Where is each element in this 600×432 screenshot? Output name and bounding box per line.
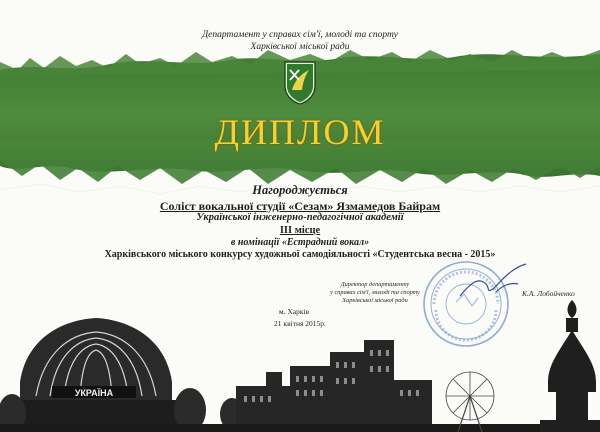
independence-monument (540, 300, 600, 432)
contest-name: Харківського міського конкурсу художньої самодіяльності «Студентська весна - 2015» (104, 249, 496, 260)
awarded-heading: Нагороджується (252, 183, 348, 197)
ukraina-sign: УКРАЇНА (74, 388, 114, 398)
nomination-text: в номінації «Естрадний вокал» (230, 237, 370, 248)
issue-date: 21 квітня 2015р. (274, 319, 326, 328)
recipient-name: Соліст вокальної студії «Сезам» Язмамедов Байрам (159, 199, 441, 213)
coat-of-arms-icon (281, 58, 319, 106)
place-award: ІІІ місце (279, 225, 321, 236)
ferris-wheel (446, 372, 494, 432)
institution-name: Української інженерно-педагогічної академії (196, 212, 404, 223)
diploma-title: ДИПЛОМ (214, 112, 386, 152)
city-skyline-illustration (0, 300, 600, 432)
position-line-3: Харківської міської ради (342, 297, 408, 304)
department-line-2: Харківської міської ради (250, 42, 350, 52)
signer-name: К.А. Лобойченко (522, 289, 575, 298)
position-line-1: Директор департаменту (340, 281, 410, 288)
position-line-2: у справах сім'ї, молоді та спорту (330, 289, 420, 296)
signature-scribble (456, 262, 530, 302)
derzhprom-buildings (236, 340, 432, 432)
department-line-1: Департамент у справах сім'ї, молоді та спорту (202, 30, 398, 40)
sports-palace-building (10, 318, 200, 432)
city-label: м. Харків (278, 307, 310, 316)
